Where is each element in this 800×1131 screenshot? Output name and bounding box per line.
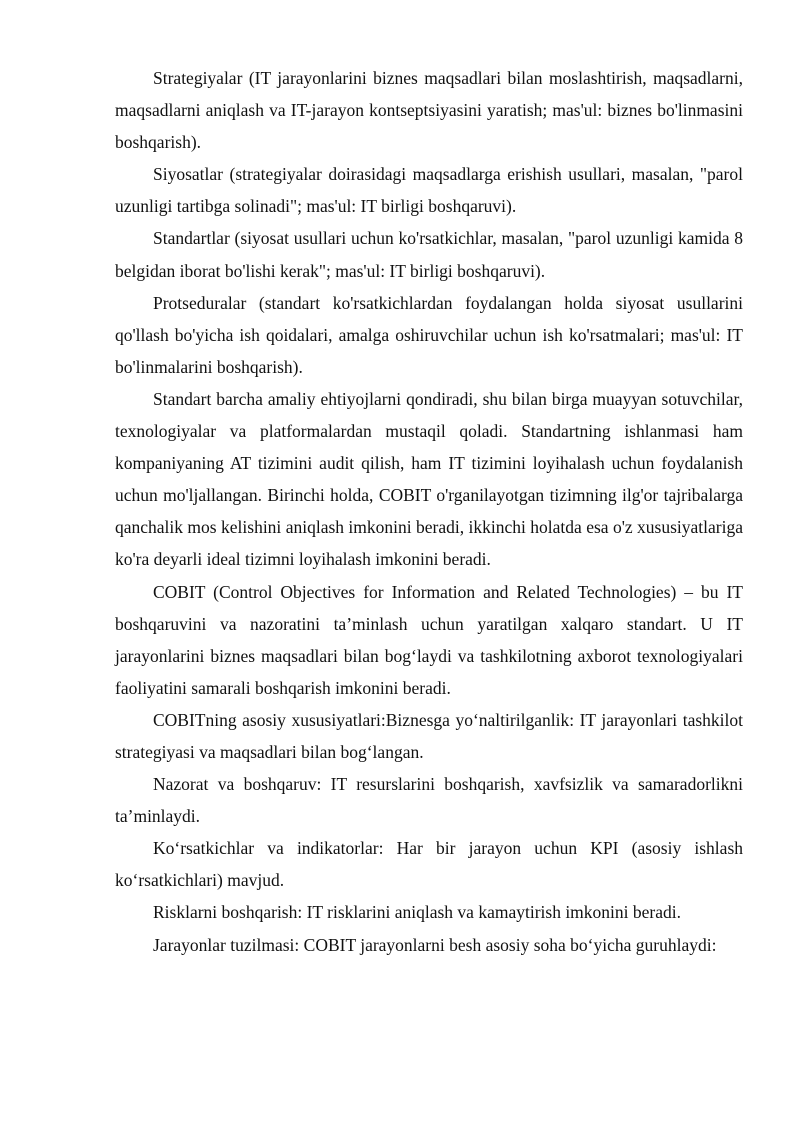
paragraph-indicators: Ko‘rsatkichlar va indikatorlar: Har bir jarayon uchun KPI (asosiy ishlash ko‘rsatkichlari) mavjud. [115, 838, 743, 891]
document-page [115, 62, 743, 961]
paragraph-strategies: Strategiyalar (IT jarayonlarini biznes maqsadlari bilan moslashtirish, maqsadlarni, maqsadlarni aniqlash va IT-jarayon kontseptsiyasini yaratish; mas'ul: biznes bo'linmasini boshqarish). [115, 68, 743, 153]
paragraph-policies: Siyosatlar (strategiyalar doirasidagi maqsadlarga erishish usullari, masalan, "parol uzunligi tartibga solinadi"; mas'ul: IT birligi boshqaruvi). [115, 164, 743, 217]
paragraph-cobit-features: COBITning asosiy xususiyatlari:Biznesga yo‘naltirilganlik: IT jarayonlari tashkilot strategiyasi va maqsadlari bilan bog‘langan. [115, 709, 743, 762]
paragraph-control-management: Nazorat va boshqaruv: IT resurslarini boshqarish, xavfsizlik va samaradorlikni ta’minlaydi. [115, 774, 743, 827]
paragraph-standards: Standartlar (siyosat usullari uchun ko'rsatkichlar, masalan, "parol uzunligi kamida 8 belgidan iborat bo'lishi kerak"; mas'ul: IT birligi boshqaruvi). [115, 228, 743, 281]
paragraph-procedures: Protseduralar (standart ko'rsatkichlardan foydalangan holda siyosat usullarini qo'llash bo'yicha ish qoidalari, amalga oshiruvchilar uchun ish ko'rsatmalari; mas'ul: IT bo'linmalarini boshqarish). [115, 292, 743, 377]
paragraph-process-structure: Jarayonlar tuzilmasi: COBIT jarayonlarni besh asosiy soha bo‘yicha guruhlaydi: [153, 934, 717, 955]
paragraph-standard-overview: Standart barcha amaliy ehtiyojlarni qondiradi, shu bilan birga muayyan sotuvchilar, texnologiyalar va platformalardan mustaqil qoladi. Standartning ishlanmasi ham kompaniyaning AT tizimini audit qilish, ham IT tizimini loyihalash uchun foydalanish uchun mo'ljallangan. Birinchi holda, COBIT o'rganilayotgan tizimning ilg'or tajribalarga qanchalik mos kelishini aniqlash imkonini beradi, ikkinchi holatda esa o'z xususiyatlariga ko'ra deyarli ideal tizimni loyihalash imkonini beradi. [115, 388, 743, 570]
paragraph-risk-management: Risklarni boshqarish: IT risklarini aniqlash va kamaytirish imkonini beradi. [153, 902, 681, 923]
paragraph-cobit-definition: COBIT (Control Objectives for Information and Related Technologies) – bu IT boshqaruvini va nazoratini ta’minlash uchun yaratilgan xalqaro standart. U IT jarayonlarini biznes maqsadlari bilan bog‘laydi va tashkilotning axborot texnologiyalari faoliyatini samarali boshqarish imkonini beradi. [115, 581, 743, 698]
